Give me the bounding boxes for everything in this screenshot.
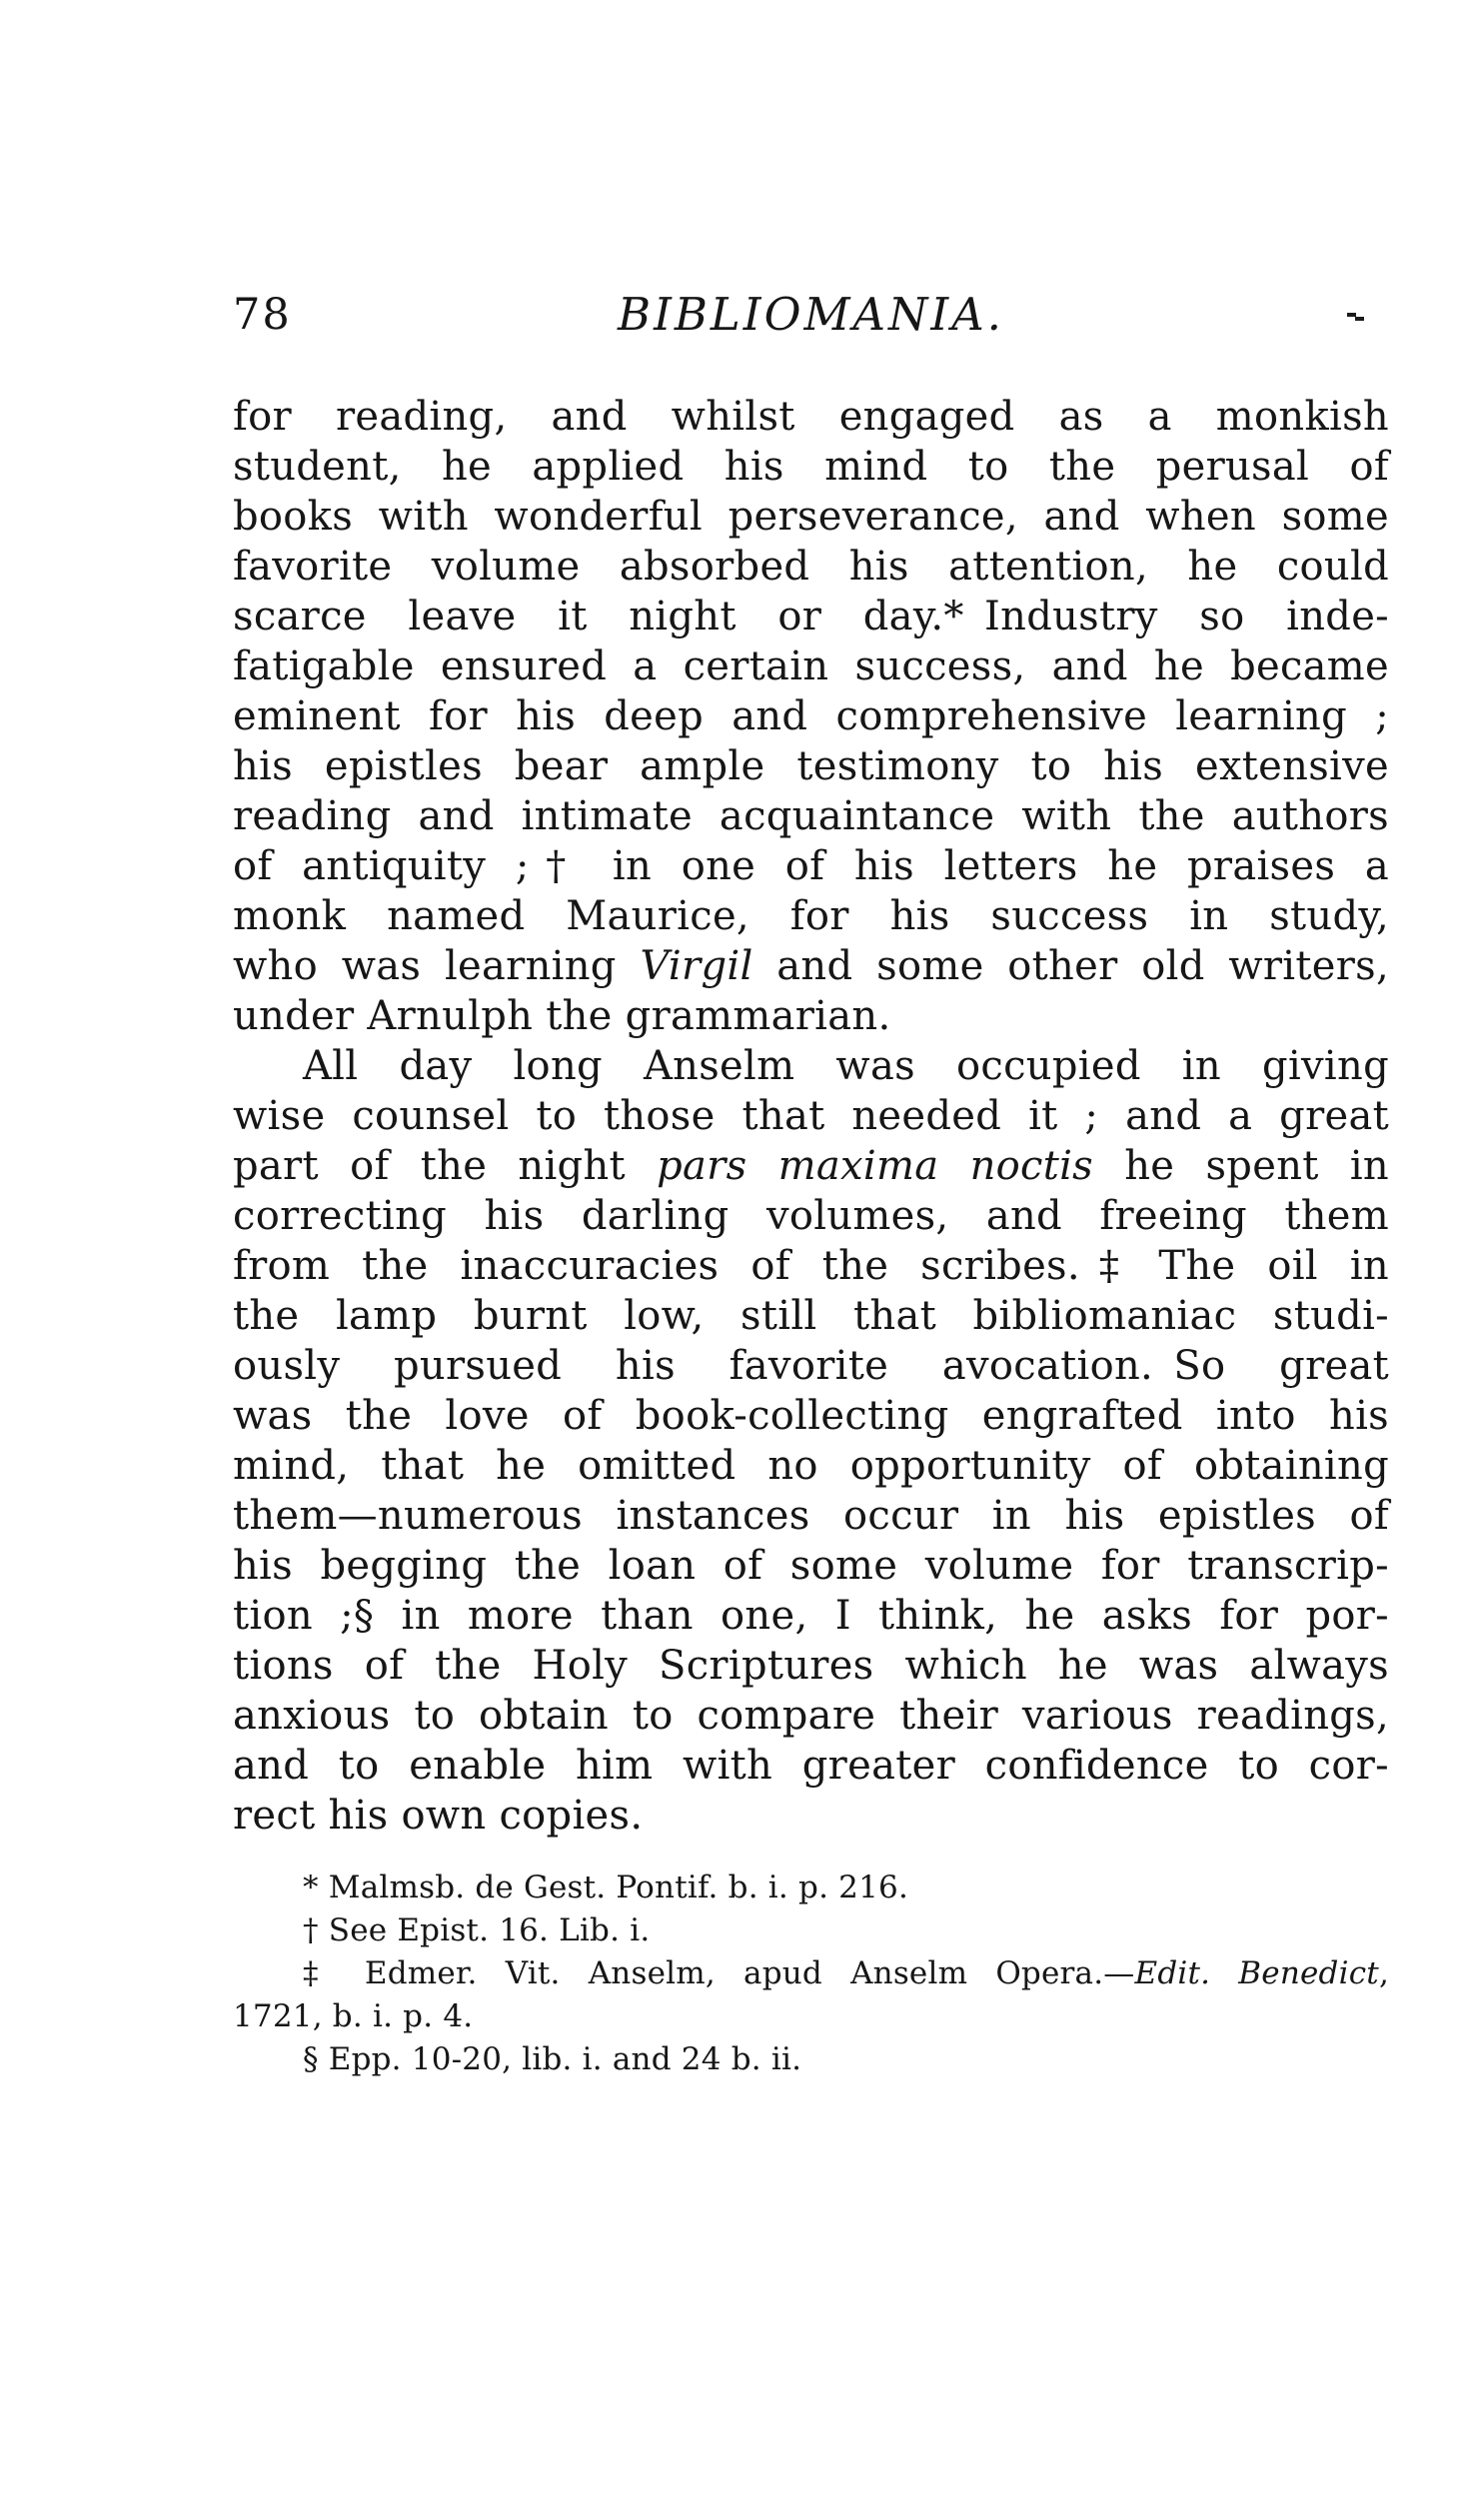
body-text-line: [233, 891, 1389, 941]
text-segment: favorite volume absorbed his attention, he could: [233, 544, 1389, 590]
text-segment: rect his own copies.: [233, 1793, 644, 1839]
body-text-line: [233, 492, 1389, 542]
body-text-line: [233, 1391, 1389, 1441]
italic-text-segment: pars maxima noctis: [657, 1143, 1094, 1189]
text-segment: his epistles bear ample testimony to his extensive: [233, 743, 1389, 789]
body-text-line: [233, 442, 1389, 492]
text-segment: books with wonderful perseverance, and when some: [233, 494, 1389, 540]
text-segment: he spent in: [1093, 1143, 1389, 1189]
text-segment: tion ;§ in more than one, I think, he asks for por-: [233, 1593, 1389, 1639]
body-text-line: [233, 1241, 1389, 1291]
text-segment: student, he applied his mind to the perusal of: [233, 444, 1389, 490]
body-text-line: [233, 741, 1389, 791]
text-segment: fatigable ensured a certain success, and he became: [233, 643, 1389, 689]
text-segment: § Epp. 10-20, lib. i. and 24 b. ii.: [303, 2041, 802, 2077]
text-segment: and to enable him with greater confidence to cor-: [233, 1743, 1389, 1789]
text-segment: ously pursued his favorite avocation. So great: [233, 1343, 1389, 1389]
text-segment: for reading, and whilst engaged as a monkish: [233, 394, 1389, 440]
text-segment: monk named Maurice, for his success in study,: [233, 893, 1389, 939]
body-text-line: [233, 1641, 1389, 1691]
text-segment: reading and intimate acquaintance with the authors: [233, 793, 1389, 839]
body-text-line: [233, 392, 1389, 442]
text-segment: eminent for his deep and comprehensive learning ;: [233, 693, 1389, 739]
footnote-line: [233, 1909, 1389, 1952]
text-segment: under Arnulph the grammarian.: [233, 993, 891, 1039]
text-segment: 1721, b. i. p. 4.: [233, 1998, 474, 2034]
body-text-line: [233, 791, 1389, 841]
body-text-line: [233, 1341, 1389, 1391]
text-segment: part of the night: [233, 1143, 658, 1189]
body-text-line: [233, 1691, 1389, 1741]
body-text-line: [233, 1541, 1389, 1591]
body-text-line: [233, 991, 1389, 1041]
text-segment: wise counsel to those that needed it ; and a great: [233, 1093, 1389, 1139]
body-text-line: [233, 592, 1389, 641]
text-segment: All day long Anselm was occupied in giving: [303, 1043, 1389, 1089]
text-segment: ‡ Edmer. Vit. Anselm, apud Anselm Opera.—: [303, 1955, 1135, 1991]
text-segment: his begging the loan of some volume for transcrip-: [233, 1543, 1389, 1589]
text-segment: mind, that he omitted no opportunity of obtaining: [233, 1443, 1389, 1489]
italic-text-segment: Virgil: [640, 943, 753, 989]
text-segment: tions of the Holy Scriptures which he was always: [233, 1643, 1389, 1689]
footnote-line: [233, 1995, 1389, 2038]
text-segment: scarce leave it night or day.* Industry so inde-: [233, 594, 1389, 639]
running-title: BIBLIOMANIA.: [618, 288, 1004, 341]
body-text-line: [233, 641, 1389, 691]
body-text-line: [233, 691, 1389, 741]
italic-text-segment: Edit. Benedict: [1134, 1955, 1379, 1991]
text-segment: correcting his darling volumes, and freeing them: [233, 1193, 1389, 1239]
text-segment: of antiquity ;† in one of his letters he praises a: [233, 843, 1389, 889]
body-text-line: [233, 1191, 1389, 1241]
text-segment: them—numerous instances occur in his epistles of: [233, 1493, 1389, 1539]
text-segment: anxious to obtain to compare their various readings,: [233, 1693, 1389, 1739]
body-text-line: [233, 1091, 1389, 1141]
body-text-line: [233, 1791, 1389, 1841]
body-text-line: [233, 1141, 1389, 1191]
footnote-line: [233, 2038, 1389, 2081]
page-header: [233, 288, 1389, 348]
body-text-line: [233, 1591, 1389, 1641]
text-segment: ,: [1378, 1955, 1389, 1991]
text-segment: was the love of book-collecting engrafted into his: [233, 1393, 1389, 1439]
footnote-line: [233, 1952, 1389, 1995]
body-text: [233, 392, 1389, 1841]
body-text-line: [233, 1041, 1389, 1091]
body-text-line: [233, 941, 1389, 991]
text-segment: † See Epist. 16. Lib. i.: [303, 1912, 651, 1948]
body-text-line: [233, 1441, 1389, 1491]
body-text-line: [233, 1491, 1389, 1541]
body-text-line: [233, 542, 1389, 592]
text-segment: and some other old writers,: [752, 943, 1389, 989]
body-text-line: [233, 841, 1389, 891]
text-segment: the lamp burnt low, still that bibliomaniac studi-: [233, 1293, 1389, 1339]
text-segment: who was learning: [233, 943, 641, 989]
footnote-line: [233, 1867, 1389, 1909]
text-segment: from the inaccuracies of the scribes.‡ The oil in: [233, 1243, 1389, 1289]
page-number: 78: [233, 290, 292, 340]
body-text-line: [233, 1291, 1389, 1341]
body-text-line: [233, 1741, 1389, 1791]
text-segment: * Malmsb. de Gest. Pontif. b. i. p. 216.: [303, 1870, 909, 1905]
footnotes: [233, 1867, 1389, 2081]
